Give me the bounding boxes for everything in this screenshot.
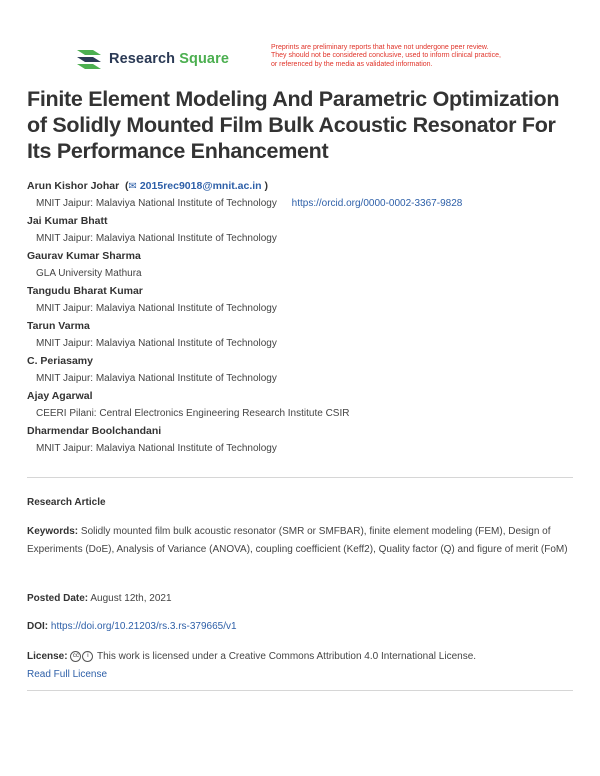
- attribution-icon: i: [82, 651, 93, 662]
- author-email-link[interactable]: 2015rec9018@mnit.ac.in: [139, 180, 262, 192]
- author-name: Gaurav Kumar Sharma: [27, 250, 141, 262]
- author-list: [27, 178, 577, 458]
- preprint-disclaimer: [271, 44, 571, 69]
- divider: [27, 690, 573, 691]
- license-text: This work is licensed under a Creative Commons Attribution 4.0 International License.: [96, 651, 477, 662]
- research-square-logo-icon: [75, 46, 103, 72]
- author-affiliation: MNIT Jaipur: Malaviya National Institute of Technology: [36, 233, 277, 244]
- author-name: Tangudu Bharat Kumar: [27, 285, 143, 297]
- doi: [27, 618, 573, 636]
- read-full-license-link[interactable]: Read Full License: [27, 669, 108, 680]
- keywords-label: Keywords:: [27, 526, 79, 537]
- article-type: Research Article: [27, 497, 106, 508]
- envelope-icon: ✉: [128, 181, 137, 192]
- research-square-logo[interactable]: [75, 46, 229, 72]
- doi-label: DOI:: [27, 621, 49, 632]
- license-label: License:: [27, 651, 68, 662]
- paper-title: Finite Element Modeling And Parametric Optimization of Solidly Mounted Film Bulk Acoustic Resonator For Its Performance Enhancement: [27, 87, 560, 163]
- orcid-link[interactable]: https://orcid.org/0000-0002-3367-9828: [291, 198, 463, 209]
- posted-date-value: August 12th, 2021: [90, 593, 172, 604]
- posted-date: [27, 590, 573, 608]
- license: [27, 648, 573, 684]
- author-affiliation: MNIT Jaipur: Malaviya National Institute of Technology: [36, 443, 277, 454]
- author-affiliation: MNIT Jaipur: Malaviya National Institute of Technology https://orcid.org/0000-0002-3367-9828: [36, 198, 463, 209]
- author-name: Tarun Varma: [27, 320, 90, 332]
- author-affiliation: MNIT Jaipur: Malaviya National Institute of Technology: [36, 303, 277, 314]
- author-affiliation: MNIT Jaipur: Malaviya National Institute of Technology: [36, 373, 277, 384]
- author-name: Ajay Agarwal: [27, 390, 93, 402]
- author-name: C. Periasamy: [27, 355, 93, 367]
- posted-date-label: Posted Date:: [27, 593, 89, 604]
- disclaimer-line: or referenced by the media as validated information.: [271, 60, 433, 68]
- disclaimer-line: They should not be considered conclusive, used to inform clinical practice,: [271, 52, 501, 60]
- doi-link[interactable]: https://doi.org/10.21203/rs.3.rs-379665/v1: [50, 621, 237, 632]
- keywords-text: Solidly mounted film bulk acoustic resonator (SMR or SMFBAR), finite element modeling (FEM), Design of Experiments (DoE), Analysis of Variance (ANOVA), coupling coefficient (Keff2), Quality factor (Q) and figure of merit (FoM): [27, 526, 568, 555]
- author-affiliation: GLA University Mathura: [36, 268, 142, 279]
- author-affiliation: MNIT Jaipur: Malaviya National Institute of Technology: [36, 338, 277, 349]
- author-name: Dharmendar Boolchandani: [27, 425, 162, 437]
- author-name: Jai Kumar Bhatt: [27, 215, 108, 227]
- creative-commons-icon: cc: [70, 651, 81, 662]
- divider: [27, 477, 573, 478]
- author-affiliation: CEERI Pilani: Central Electronics Engineering Research Institute CSIR: [36, 408, 350, 419]
- keywords: [27, 523, 573, 559]
- header: [75, 44, 555, 78]
- logo-text: Research Square: [109, 51, 229, 67]
- disclaimer-line: Preprints are preliminary reports that have not undergone peer review.: [271, 44, 489, 51]
- author-name: Arun Kishor Johar (✉ 2015rec9018@mnit.ac.in ): [27, 180, 268, 192]
